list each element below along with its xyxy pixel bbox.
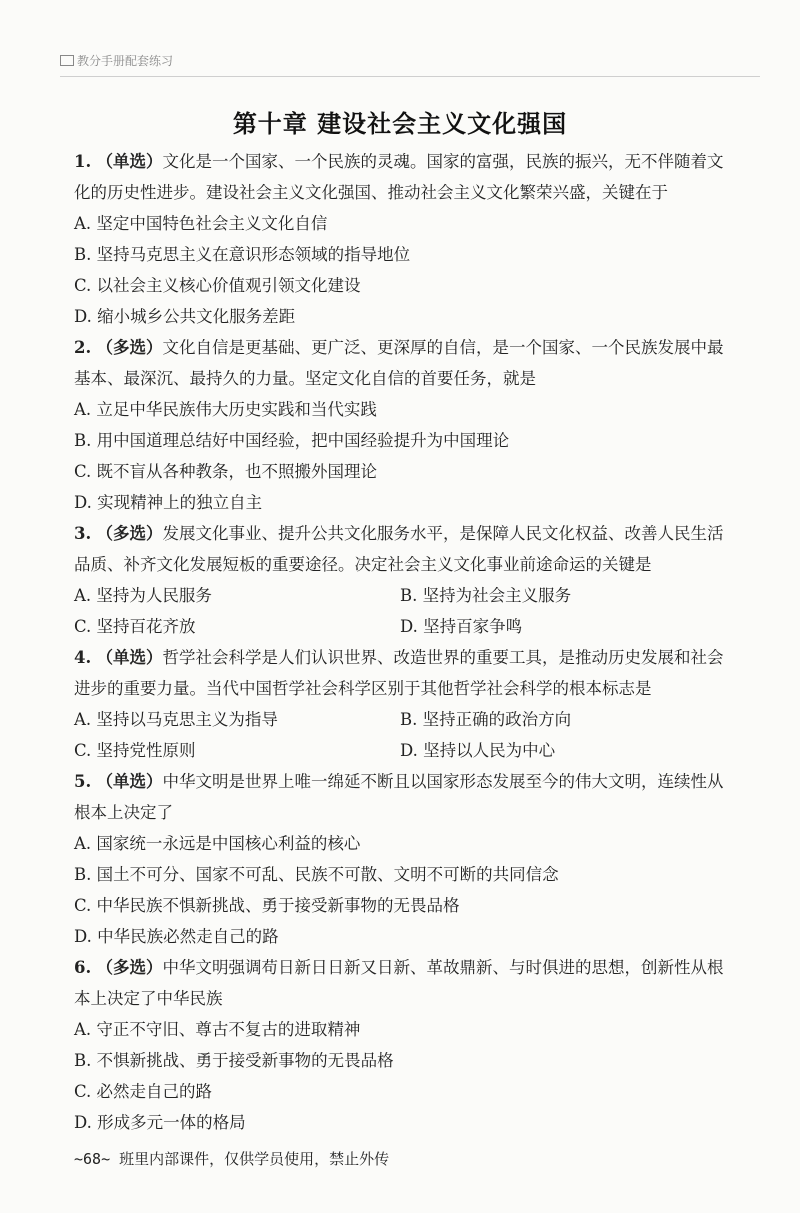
option-a: A. 守正不守旧、尊古不复古的进取精神 [74,1020,361,1039]
question-type: （多选） [96,524,163,543]
question-stem [74,952,739,1014]
option-c: C. 以社会主义核心价值观引领文化建设 [74,276,361,295]
option-a: A. 坚持以马克思主义为指导 [74,710,278,729]
question-stem [74,642,739,704]
option-d: D. 实现精神上的独立自主 [74,493,263,512]
question-number: 5. [74,772,92,791]
question-type: （单选） [96,772,163,791]
option-a: A. 坚定中国特色社会主义文化自信 [74,214,328,233]
question-text: 中华文明是世界上唯一绵延不断且以国家形态发展至今的伟大文明，连续性从根本上决定了 [74,772,724,822]
question-2 [74,332,739,518]
question-6 [74,952,739,1138]
question-stem [74,518,739,580]
page-footer: ~68~ 班里内部课件，仅供学员使用，禁止外传 [74,1150,390,1168]
question-4 [74,642,739,766]
chapter-title: 第十章 建设社会主义文化强国 [232,110,568,138]
question-number: 2. [74,338,92,357]
option-grid [74,704,739,766]
option-b: B. 不惧新挑战、勇于接受新事物的无畏品格 [74,1051,394,1070]
question-3 [74,518,739,642]
question-1 [74,146,739,332]
question-type: （单选） [96,152,163,171]
question-5 [74,766,739,952]
option-c: C. 中华民族不惧新挑战、勇于接受新事物的无畏品格 [74,896,460,915]
question-number: 1. [74,152,92,171]
option-d: D. 中华民族必然走自己的路 [74,927,279,946]
option-c: C. 坚持党性原则 [74,741,196,760]
option-c: C. 坚持百花齐放 [74,617,196,636]
question-type: （多选） [96,338,163,357]
option-d: D. 坚持以人民为中心 [400,741,556,760]
book-icon [60,55,74,66]
question-text: 发展文化事业、提升公共文化服务水平，是保障人民文化权益、改善人民生活品质、补齐文化发展短板的重要途径。决定社会主义文化事业前途命运的关键是 [74,524,724,574]
question-type: （单选） [96,648,163,667]
option-a: A. 国家统一永远是中国核心利益的核心 [74,834,361,853]
option-c: C. 必然走自己的路 [74,1082,213,1101]
question-text: 文化是一个国家、一个民族的灵魂。国家的富强，民族的振兴，无不伴随着文化的历史性进步。建设社会主义文化强国、推动社会主义文化繁荣兴盛，关键在于 [74,152,724,202]
question-number: 6. [74,958,92,977]
option-d: D. 形成多元一体的格局 [74,1113,246,1132]
option-a: A. 立足中华民族伟大历史实践和当代实践 [74,400,377,419]
question-type: （多选） [96,958,163,977]
question-number: 3. [74,524,92,543]
question-stem [74,332,739,394]
question-list [74,146,739,1138]
option-d: D. 坚持百家争鸣 [400,617,523,636]
option-c: C. 既不盲从各种教条，也不照搬外国理论 [74,462,378,481]
header-text: 教分手册配套练习 [77,54,174,68]
question-number: 4. [74,648,92,667]
question-stem [74,766,739,828]
question-text: 哲学社会科学是人们认识世界、改造世界的重要工具，是推动历史发展和社会进步的重要力量。当代中国哲学社会科学区别于其他哲学社会科学的根本标志是 [74,648,724,698]
option-a: A. 坚持为人民服务 [74,586,212,605]
option-d: D. 缩小城乡公共文化服务差距 [74,307,296,326]
page-header [60,52,760,77]
option-b: B. 坚持正确的政治方向 [400,710,572,729]
option-grid [74,580,739,642]
option-b: B. 坚持马克思主义在意识形态领域的指导地位 [74,245,411,264]
question-stem [74,146,739,208]
option-b: B. 坚持为社会主义服务 [400,586,572,605]
question-text: 文化自信是更基础、更广泛、更深厚的自信，是一个国家、一个民族发展中最基本、最深沉、最持久的力量。坚定文化自信的首要任务，就是 [74,338,724,388]
option-b: B. 国土不可分、国家不可乱、民族不可散、文明不可断的共同信念 [74,865,559,884]
option-b: B. 用中国道理总结好中国经验，把中国经验提升为中国理论 [74,431,510,450]
question-text: 中华文明强调苟日新日日新又日新、革故鼎新、与时俱进的思想，创新性从根本上决定了中华民族 [74,958,724,1008]
